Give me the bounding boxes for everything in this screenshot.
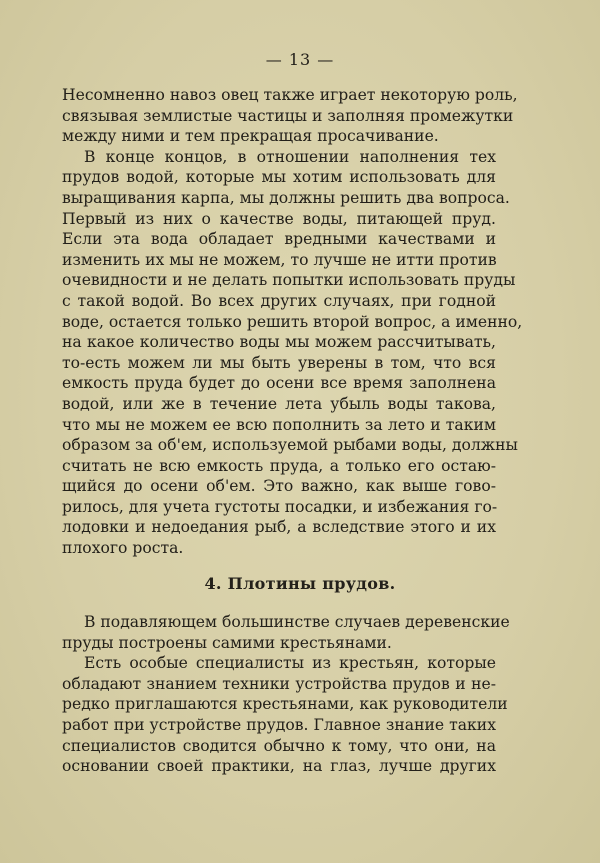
text-line: рилось, для учета густоты посадки, и избежания го-	[62, 497, 498, 516]
text-line: с такой водой. Во всех других случаях, при годной	[62, 291, 496, 310]
text-line: между ними и тем прекращая просачивание.	[62, 127, 439, 146]
text-line: щийся до осени об'ем. Это важно, как выше гово-	[62, 477, 496, 496]
text-line: специалистов сводится обычно к тому, что они, на	[62, 736, 496, 755]
text-line: емкость пруда будет до осени все время заполнена	[62, 374, 496, 393]
text-line: редко приглашаются крестьянами, как руководители	[62, 695, 508, 714]
text-line: Несомненно навоз овец также играет некоторую роль,	[62, 86, 518, 104]
text-line: на какое количество воды мы можем рассчитывать,	[62, 333, 496, 352]
text-line: очевидности и не делать попытки использовать пруды	[62, 271, 516, 290]
section-heading: 4. Плотины прудов.	[204, 574, 396, 593]
text-line: считать не всю емкость пруда, а только его остаю-	[62, 456, 496, 475]
text-line: Если эта вода обладает вредными качествами и	[62, 230, 496, 249]
text-line: В подавляющем большинстве случаев деревенские	[84, 613, 510, 631]
text-line: прудов водой, которые мы хотим использовать для	[62, 168, 496, 187]
text-line: обладают знанием техники устройства прудов и не-	[62, 674, 496, 693]
text-line: лодовки и недоедания рыб, а вследствие этого и их	[62, 518, 496, 537]
text-line: Первый из них о качестве воды, питающей пруд.	[62, 209, 496, 228]
page-number: — 13 —	[265, 50, 335, 69]
text-line: что мы не можем ее всю пополнить за лето и таким	[62, 415, 496, 434]
paragraph-block-dams	[62, 612, 510, 777]
text-line: водой, или же в течение лета убыль воды такова,	[62, 394, 496, 413]
text-line: основании своей практики, на глаз, лучше других	[62, 757, 496, 776]
text-line: пруды построены самими крестьянами.	[62, 633, 392, 652]
text-line: воде, остается только решить второй вопрос, а именно,	[62, 312, 523, 331]
text-line: образом за об'ем, используемой рыбами воды, должны	[62, 436, 518, 455]
text-line: работ при устройстве прудов. Главное знание таких	[62, 715, 496, 734]
paragraph-block-ponds-water	[62, 85, 523, 559]
text-line: Есть особые специалисты из крестьян, которые	[84, 654, 496, 673]
text-line: изменить их мы не можем, то лучше не итти против	[62, 250, 497, 269]
text-line: то-есть можем ли мы быть уверены в том, что вся	[62, 353, 496, 372]
text-line: В конце концов, в отношении наполнения тех	[84, 147, 496, 166]
text-line: плохого роста.	[62, 539, 184, 558]
text-line: связывая землистые частицы и заполняя промежутки	[62, 106, 514, 125]
text-line: выращивания карпа, мы должны решить два вопроса.	[62, 188, 510, 207]
